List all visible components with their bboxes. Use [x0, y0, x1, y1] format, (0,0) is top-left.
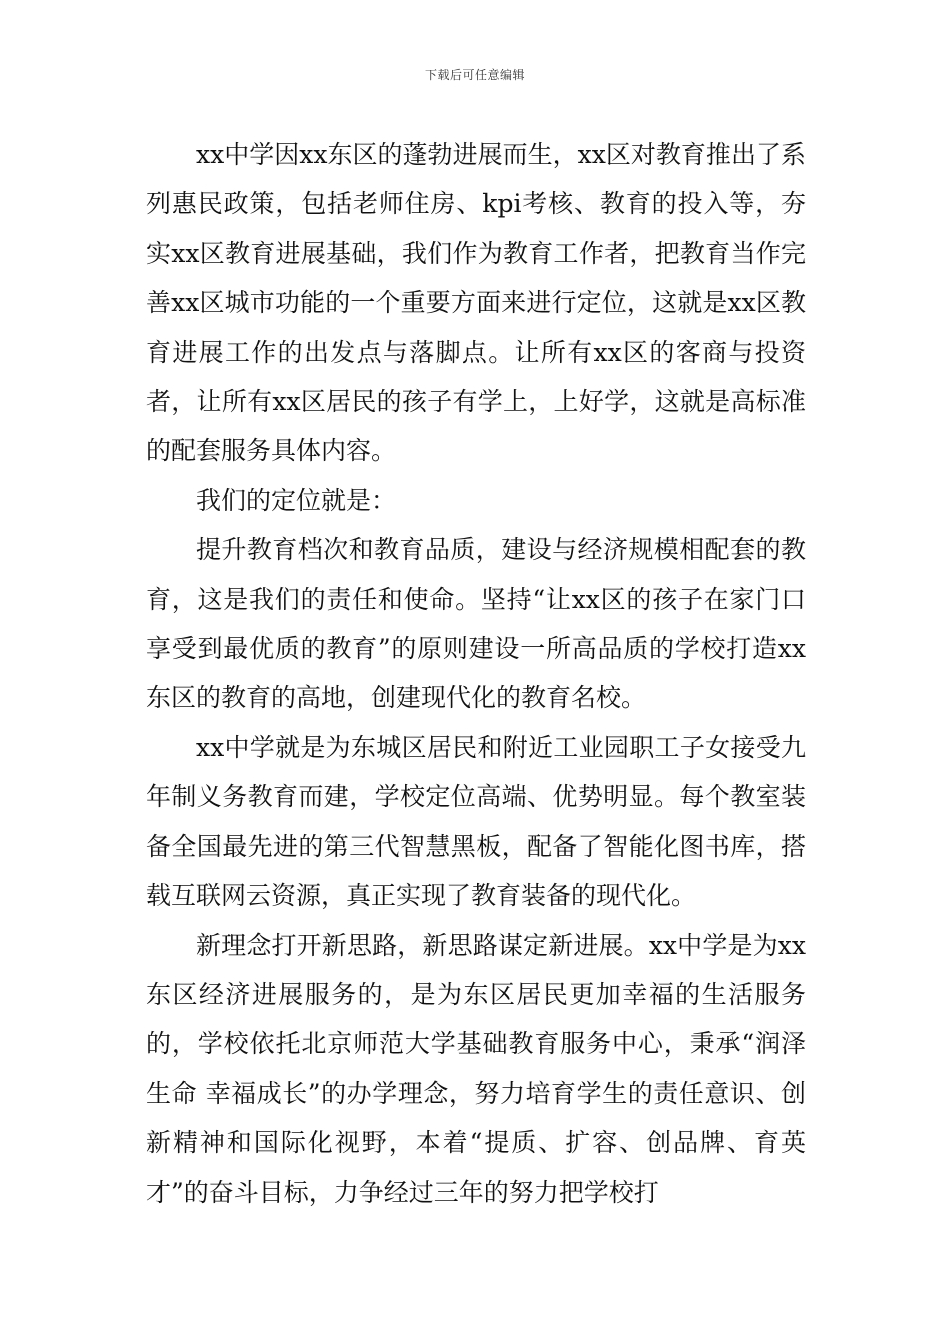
paragraph-mission: 提升教育档次和教育品质，建设与经济规模相配套的教育，这是我们的责任和使命。坚持“让xx区的孩子在家门口享受到最优质的教育”的原则建设一所高品质的学校打造xx东区的教育的高地，创建现代化的教育名校。 [146, 535, 806, 713]
page-header: 下载后可任意编辑 [424, 68, 525, 82]
paragraph-positioning-heading: 我们的定位就是： [196, 485, 397, 515]
paragraph-philosophy: 新理念打开新思路，新思路谋定新进展。xx中学是为xx东区经济进展服务的，是为东区居民更加幸福的生活服务的，学校依托北京师范大学基础教育服务中心，秉承“润泽生命 幸福成长”的办学理念，努力培育学生的责任意识、创新精神和国际化视野，本着“提质、扩容、创品牌、育英才”的奋斗目标，力争经过三年的努力把学校打 [146, 930, 806, 1207]
document-body [146, 130, 806, 1217]
paragraph-facilities: xx中学就是为东城区居民和附近工业园职工子女接受九年制义务教育而建，学校定位高端、优势明显。每个教室装备全国最先进的第三代智慧黑板，配备了智能化图书库，搭载互联网云资源，真正实现了教育装备的现代化。 [146, 732, 806, 911]
paragraph-intro: xx中学因xx东区的蓬勃进展而生，xx区对教育推出了系列惠民政策，包括老师住房、kpi考核、教育的投入等，夯实xx区教育进展基础，我们作为教育工作者，把教育当作完善xx区城市功能的一个重要方面来进行定位，这就是xx区教育进展工作的出发点与落脚点。让所有xx区的客商与投资者，让所有xx区居民的孩子有学上，上好学，这就是高标准的配套服务具体内容。 [146, 140, 806, 466]
